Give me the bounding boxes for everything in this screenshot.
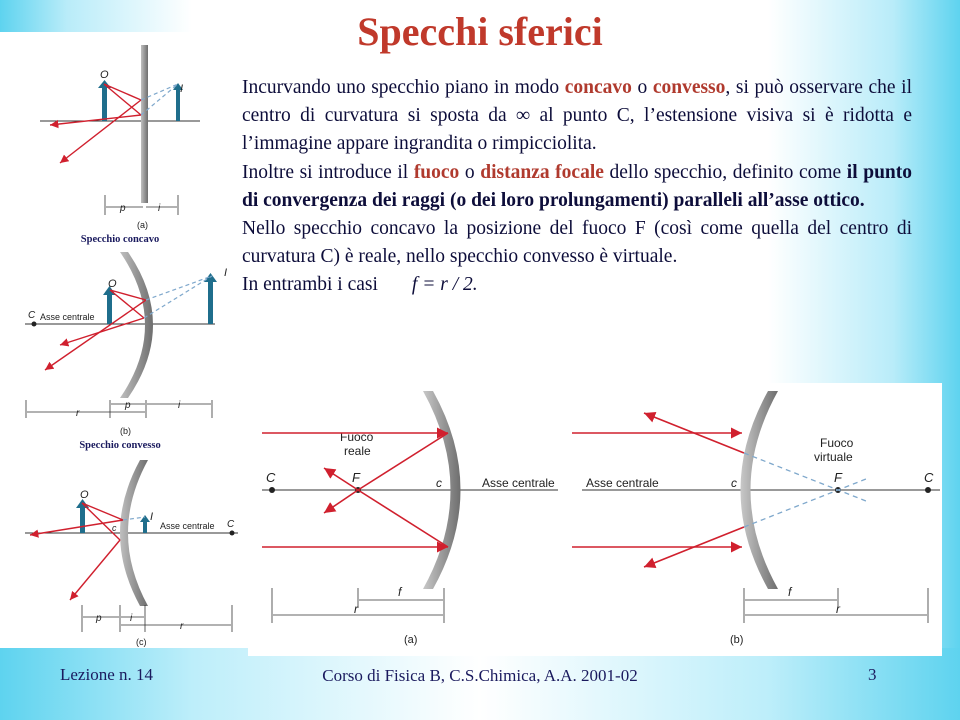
svg-text:c: c bbox=[731, 476, 737, 490]
svg-text:C: C bbox=[924, 470, 934, 485]
footer-page-number: 3 bbox=[868, 665, 877, 684]
svg-text:r: r bbox=[354, 602, 358, 616]
svg-text:p: p bbox=[96, 613, 102, 624]
svg-text:O: O bbox=[108, 278, 117, 290]
text-span: al punto C, l’estensione visiva si è ridotta e l’immagine appare ingrandita o rimpicciolita. bbox=[242, 105, 913, 155]
svg-text:Asse centrale: Asse centrale bbox=[40, 312, 95, 322]
term-convesso: convesso bbox=[652, 77, 726, 98]
term-fuoco: fuoco bbox=[413, 161, 460, 183]
svg-text:(c): (c) bbox=[136, 637, 147, 647]
object-arrow bbox=[102, 86, 107, 121]
paragraph-4 bbox=[242, 271, 912, 299]
left-figures-svg bbox=[0, 32, 240, 648]
svg-text:I: I bbox=[224, 267, 228, 279]
svg-text:Fuoco: Fuoco bbox=[820, 436, 854, 450]
footer-course: Corso di Fisica B, C.S.Chimica, A.A. 2001-02 bbox=[322, 666, 638, 685]
svg-text:p: p bbox=[120, 203, 126, 214]
caption-convex: Specchio convesso bbox=[79, 440, 161, 451]
svg-text:F: F bbox=[834, 470, 842, 485]
svg-text:C: C bbox=[227, 519, 235, 530]
svg-text:p: p bbox=[125, 400, 131, 411]
focus-figure-concave bbox=[262, 391, 558, 646]
svg-text:I: I bbox=[180, 83, 184, 95]
svg-text:i: i bbox=[158, 203, 161, 214]
figure-convex-mirror bbox=[25, 460, 238, 647]
svg-text:Fuoco: Fuoco bbox=[340, 430, 374, 444]
slide-title: Specchi sferici bbox=[357, 9, 603, 54]
svg-text:C: C bbox=[266, 470, 276, 485]
focus-figure-svg bbox=[248, 383, 942, 656]
infinity-symbol: ∞ bbox=[516, 105, 531, 127]
figure-plane-mirror bbox=[40, 45, 200, 230]
svg-text:r: r bbox=[76, 408, 80, 419]
mirror-shape bbox=[120, 252, 153, 398]
svg-text:Asse centrale: Asse centrale bbox=[482, 476, 555, 490]
image-arrow bbox=[208, 280, 213, 324]
svg-text:r: r bbox=[180, 621, 184, 632]
svg-text:O: O bbox=[100, 69, 109, 81]
term-concavo: concavo bbox=[564, 77, 632, 98]
svg-text:i: i bbox=[178, 400, 181, 411]
text-span: In entrambi i casi bbox=[242, 274, 378, 296]
svg-text:c: c bbox=[436, 476, 442, 490]
svg-text:reale: reale bbox=[344, 444, 371, 458]
paragraph-3: Nello specchio concavo la posizione del fuoco F (così come quella del centro di curvatura C) è reale, nello specchio convesso è virtuale. bbox=[242, 218, 912, 268]
text-span: o bbox=[631, 77, 653, 98]
svg-text:r: r bbox=[836, 602, 840, 616]
paragraph-1 bbox=[242, 74, 912, 159]
svg-text:i: i bbox=[130, 613, 133, 624]
text-span: Inoltre si introduce il bbox=[242, 161, 414, 183]
svg-text:I: I bbox=[150, 511, 154, 523]
svg-text:O: O bbox=[80, 489, 89, 501]
svg-text:f: f bbox=[398, 585, 402, 599]
svg-text:c: c bbox=[112, 523, 117, 533]
svg-text:(b): (b) bbox=[730, 634, 744, 646]
object-arrow bbox=[80, 506, 85, 533]
definition-text: il punto di convergenza dei raggi (o dei loro prolungamenti) paralleli all’asse ottico. bbox=[242, 161, 912, 211]
svg-text:(a): (a) bbox=[137, 220, 148, 230]
svg-text:Asse centrale: Asse centrale bbox=[586, 476, 659, 490]
focal-formula: f = r / 2. bbox=[411, 274, 478, 296]
svg-text:f: f bbox=[788, 585, 792, 599]
svg-text:F: F bbox=[352, 470, 360, 485]
focus-figure-panel bbox=[248, 383, 942, 656]
figure-concave-mirror bbox=[25, 252, 227, 436]
text-span: o bbox=[459, 161, 481, 183]
term-distanza-focale: distanza focale bbox=[480, 161, 604, 183]
svg-text:Asse centrale: Asse centrale bbox=[160, 521, 215, 531]
text-span: Incurvando uno specchio piano in modo bbox=[242, 77, 565, 98]
svg-text:virtuale: virtuale bbox=[814, 450, 853, 464]
svg-text:C: C bbox=[28, 310, 36, 321]
body-text bbox=[242, 74, 912, 300]
text-span: , si può osservare che il centro di curvatura si sposta da bbox=[242, 77, 913, 127]
svg-text:(b): (b) bbox=[120, 426, 131, 436]
mirror-shape bbox=[141, 45, 148, 203]
left-figures-panel bbox=[0, 32, 240, 648]
footer-lesson: Lezione n. 14 bbox=[60, 665, 153, 684]
object-arrow bbox=[107, 293, 112, 324]
svg-text:(a): (a) bbox=[404, 634, 418, 646]
caption-concave: Specchio concavo bbox=[80, 234, 160, 245]
text-span: dello specchio, definito come bbox=[603, 161, 847, 183]
focus-figure-convex bbox=[572, 391, 940, 646]
paragraph-2 bbox=[242, 159, 912, 215]
